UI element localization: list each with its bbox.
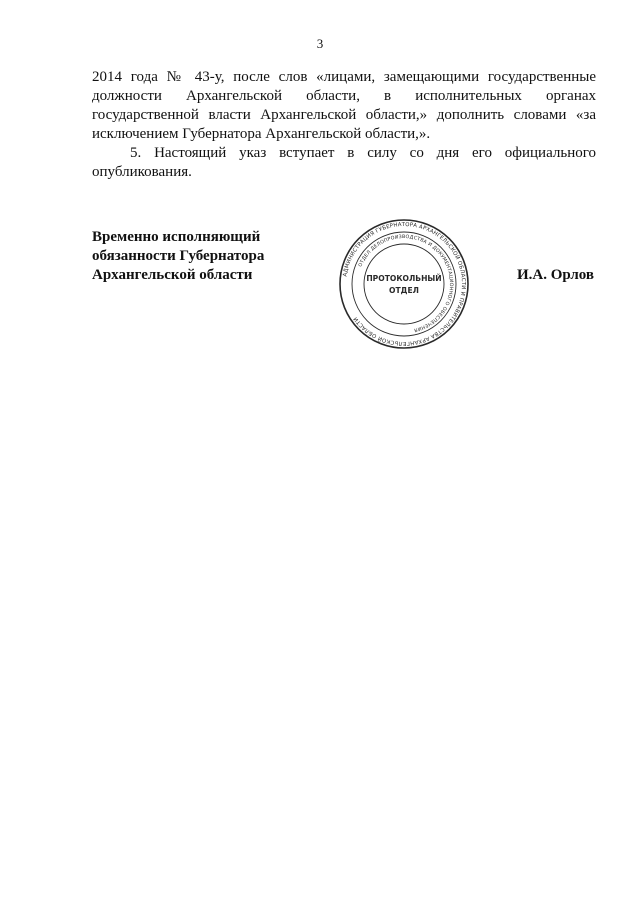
stamp-outer-text: АДМИНИСТРАЦИЯ ГУБЕРНАТОРА АРХАНГЕЛЬСКОЙ ОБЛАСТИ И ПРАВИТЕЛЬСТВА АРХАНГЕЛЬСКОЙ ОБЛАСТИ — [342, 221, 467, 347]
signatory-title-line-1: Временно исполняющий — [92, 229, 261, 245]
stamp-inner-text: ОТДЕЛ ДЕЛОПРОИЗВОДСТВА И ДОКУМЕНТАЦИОННОГО ОБЕСПЕЧЕНИЯ — [358, 234, 454, 332]
paragraph-continuation: 2014 года № 43-у, после слов «лицами, замещающими государственные должности Архангельской области, в исполнительных органах государственной власти Архангельской области,» дополнить словами «за исключением Губернатора Архангельской области,». — [92, 69, 596, 142]
stamp-center-line-1: ПРОТОКОЛЬНЫЙ — [366, 274, 442, 283]
svg-text:АДМИНИСТРАЦИЯ ГУБЕРНАТОРА АРХА — [342, 222, 466, 346]
svg-text:ОТДЕЛ ДЕЛОПРОИЗВОДСТВА И ДОКУМ — [358, 234, 454, 333]
signatory-title-line-3: Архангельской области — [92, 267, 253, 283]
official-stamp — [338, 218, 470, 350]
stamp-center-line-2: ОТДЕЛ — [389, 286, 419, 295]
signatory-name: И.А. Орлов — [517, 267, 595, 283]
paragraph-5: 5. Настоящий указ вступает в силу со дня его официального опубликования. — [92, 145, 596, 180]
document-body — [92, 68, 596, 182]
page-number: 3 — [316, 36, 324, 51]
signatory-title — [92, 228, 264, 285]
signatory-title-line-2: обязанности Губернатора — [92, 248, 265, 264]
